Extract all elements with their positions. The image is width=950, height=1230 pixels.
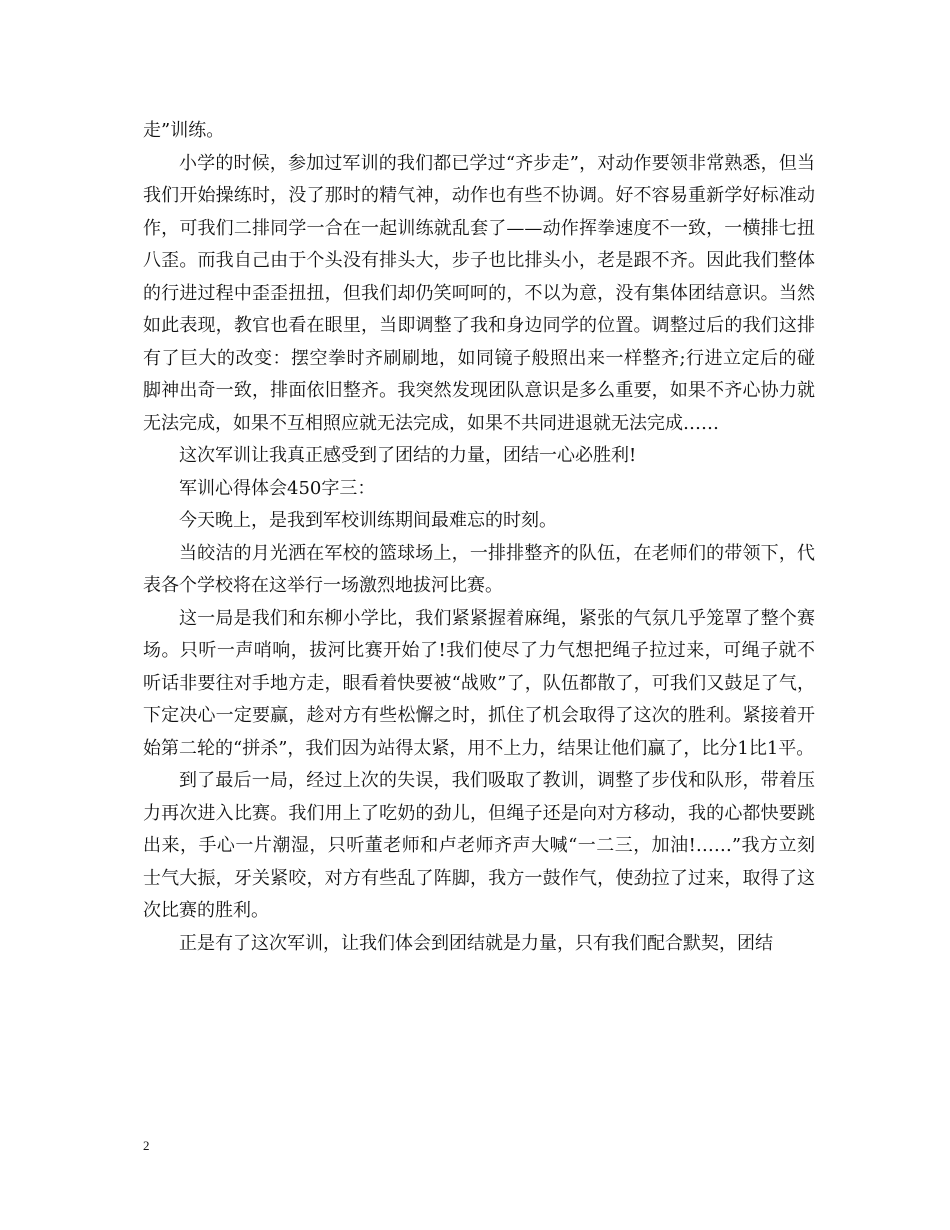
paragraph: 这次军训让我真正感受到了团结的力量，团结一心必胜利! (179, 445, 637, 466)
paragraph: 当皎洁的月光洒在军校的篮球场上，一排排整齐的队伍，在老师们的带领下，代表各个学校将在这举行一场激烈地拔河比赛。 (143, 542, 815, 596)
paragraph: 小学的时候，参加过军训的我们都已学过“齐步走”，对动作要领非常熟悉，但当我们开始操练时，没了那时的精气神，动作也有些不协调。好不容易重新学好标准动作，可我们二排同学一合在一起训练就乱套了——动作挥拳速度不一致，一横排七扭八歪。而我自己由于个头没有排头大，步子也比排头小，老是跟不齐。因此我们整体的行进过程中歪歪扭扭，但我们却仍笑呵呵的，不以为意，没有集体团结意识。当然如此表现，教官也看在眼里，当即调整了我和身边同学的位置。调整过后的我们这排有了巨大的改变：摆空拳时齐刷刷地，如同镜子般照出来一样整齐;行进立定后的碰脚神出奇一致，排面依旧整齐。我突然发现团队意识是多么重要，如果不齐心协力就无法完成，如果不互相照应就无法完成，如果不共同进退就无法完成…… (143, 152, 815, 434)
paragraph: 走”训练。 (143, 120, 225, 141)
document-body (143, 115, 815, 960)
paragraph: 今天晚上，是我到军校训练期间最难忘的时刻。 (179, 510, 557, 531)
paragraph: 到了最后一局，经过上次的失误，我们吸取了教训，调整了步伐和队形，带着压力再次进入比赛。我们用上了吃奶的劲儿，但绳子还是向对方移动，我的心都快要跳出来，手心一片潮湿，只听董老师和卢老师齐声大喊“一二三，加油!……”我方立刻士气大振，牙关紧咬，对方有些乱了阵脚，我方一鼓作气，使劲拉了过来，取得了这次比赛的胜利。 (143, 770, 815, 921)
paragraph: 这一局是我们和东柳小学比，我们紧紧握着麻绳，紧张的气氛几乎笼罩了整个赛场。只听一声哨响，拔河比赛开始了!我们使尽了力气想把绳子拉过来，可绳子就不听话非要往对手地方走，眼看着快要被“战败”了，队伍都散了，可我们又鼓足了气，下定决心一定要赢，趁对方有些松懈之时，抓住了机会取得了这次的胜利。紧接着开始第二轮的“拼杀”，我们因为站得太紧，用不上力，结果让他们赢了，比分1比1平。 (143, 607, 815, 759)
section-heading: 军训心得体会450字三： (179, 477, 376, 499)
page-number: 2 (143, 1138, 150, 1153)
paragraph: 正是有了这次军训，让我们体会到团结就是力量，只有我们配合默契，团结 (179, 932, 773, 954)
